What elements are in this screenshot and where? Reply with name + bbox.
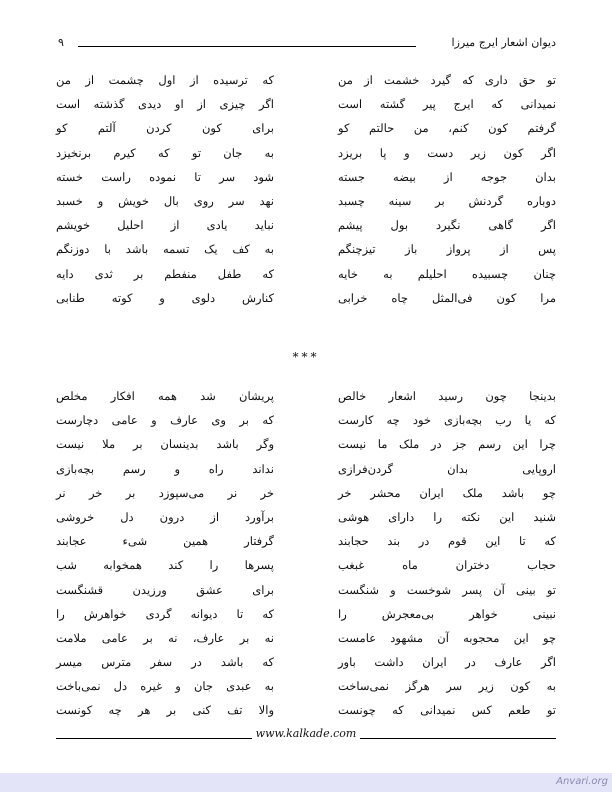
verse-hemistich-first: حجاب دختران ماه غبغب [338, 558, 556, 573]
verse-row [56, 118, 556, 142]
verse-hemistich-second: گرفتار همین شیء عجابند [56, 534, 274, 549]
verse-row [56, 652, 556, 676]
header-rule [78, 46, 416, 47]
verse-hemistich-second: برآورد از درون دل خروشی [56, 509, 274, 524]
verse-hemistich-second: نه بر عارف، نه بر عامی ملامت [56, 630, 274, 645]
verse-hemistich-first: نبینی خواهر بی‌معجرش را [338, 606, 556, 621]
verse-hemistich-second: به عبدی جان و غیره دل نمی‌باخت [56, 679, 274, 694]
verse-hemistich-second: پسرها را کند همخوابه شب [56, 558, 274, 573]
verse-hemistich-second: که بر وی عارف و عامی دچارست [56, 413, 274, 428]
verse-hemistich-first: تو طعم کس نمیدانی که چونست [338, 703, 556, 718]
verse-row [56, 215, 556, 239]
verse-row [56, 264, 556, 288]
poem-stanza-1 [56, 70, 556, 312]
verse-hemistich-first: تو حق داری که گیرد خشمت از من [338, 73, 556, 87]
verse-hemistich-second: برای کون کردن آلتم کو [56, 121, 274, 136]
footer-rule-right [360, 738, 556, 739]
verse-row [56, 507, 556, 531]
verse-hemistich-second: اگر چیزی از او دیدی گذشته است [56, 97, 274, 112]
verse-hemistich-second: نهد سر روی بال خویش و خسبد [56, 193, 274, 208]
verse-hemistich-first: پس از پرواز باز تیزچنگم [338, 242, 556, 257]
verse-row [56, 434, 556, 458]
verse-row [56, 628, 556, 652]
verse-row [56, 288, 556, 312]
poem-stanza-2 [56, 386, 556, 725]
verse-hemistich-second: پریشان شد همه افکار مخلص [56, 389, 274, 403]
website-credit: www.kalkade.com [255, 727, 357, 740]
verse-hemistich-second: که ترسیده از اول چشمت از من [56, 73, 274, 87]
verse-row [56, 94, 556, 118]
verse-row [56, 604, 556, 628]
verse-row [56, 386, 556, 410]
watermark-label: Anvari.org [556, 776, 608, 787]
verse-hemistich-second: برای عشق ورزیدن قشنگست [56, 582, 274, 597]
verse-hemistich-first: شنید این نکته را دارای هوشی [338, 509, 556, 524]
verse-hemistich-second: که طفل منفطم بر ثدی دایه [56, 266, 274, 281]
verse-hemistich-first: که تا این قوم در بند حجابند [338, 534, 556, 549]
verse-hemistich-first: که یا رب بچه‌بازی خود چه کارست [338, 413, 556, 428]
verse-hemistich-second: که تا دیوانه گردی خواهرش را [56, 606, 274, 621]
verse-hemistich-first: چنان چسبیده احلیلم به خایه [338, 266, 556, 281]
verse-row [56, 143, 556, 167]
verse-hemistich-first: چرا این رسم جز در ملک ما نیست [338, 437, 556, 452]
verse-hemistich-second: نباید یادی از احلیل خویشم [56, 218, 274, 233]
verse-hemistich-second: نداند راه و رسم بچه‌بازی [56, 461, 274, 476]
verse-row [56, 70, 556, 94]
verse-hemistich-first: تو بینی آن پسر شوخست و شنگست [338, 582, 556, 597]
page-number: ۹ [58, 36, 64, 49]
verse-hemistich-first: بدان جوجه از بیضه جسته [338, 169, 556, 184]
verse-row [56, 459, 556, 483]
verse-hemistich-first: اگر کون زیر دست و پا بریزد [338, 145, 556, 160]
verse-hemistich-first: چو این محجوبه آن مشهود عامست [338, 630, 556, 645]
verse-hemistich-first: مرا کون فی‌المثل چاه خرابی [338, 290, 556, 305]
verse-hemistich-first: دوباره گردنش بر سینه چسبد [338, 193, 556, 208]
verse-row [56, 676, 556, 700]
verse-hemistich-second: وگر باشد بدینسان بر ملا نیست [56, 437, 274, 452]
verse-row [56, 555, 556, 579]
verse-hemistich-first: اگر گاهی نگیرد بول پیشم [338, 218, 556, 233]
verse-hemistich-first: گرفتم کون کنم، من حالتم کو [338, 121, 556, 136]
verse-hemistich-second: خر نر می‌سپوزد بر خر نر [56, 485, 274, 500]
section-separator: *** [292, 350, 320, 364]
book-title: دیوان اشعار ایرج میرزا [451, 36, 556, 49]
verse-hemistich-first: اروپایی بدان گردن‌فرازی [338, 461, 556, 476]
verse-row [56, 700, 556, 724]
verse-row [56, 580, 556, 604]
verse-row [56, 531, 556, 555]
watermark-strip [0, 773, 612, 792]
verse-hemistich-first: به کون زیر سر هرگز نمی‌ساخت [338, 679, 556, 694]
verse-hemistich-first: اگر عارف در ایران داشت باور [338, 655, 556, 670]
verse-hemistich-second: که باشد در سفر مترس میسر [56, 655, 274, 670]
page-header [56, 34, 556, 52]
verse-row [56, 483, 556, 507]
verse-row [56, 410, 556, 434]
page-footer [56, 727, 556, 741]
verse-hemistich-second: شود سر تا نموده راست خسته [56, 169, 274, 184]
verse-row [56, 239, 556, 263]
verse-row [56, 191, 556, 215]
verse-hemistich-second: به کف یک تسمه باشد با دوزنگم [56, 242, 274, 257]
verse-hemistich-second: به جان تو که کیرم برنخیزد [56, 145, 274, 160]
verse-hemistich-second: کنارش دلوی و کوته طنابی [56, 290, 274, 305]
verse-row [56, 167, 556, 191]
verse-hemistich-first: بدینجا چون رسید اشعار خالص [338, 389, 556, 403]
verse-hemistich-first: نمیدانی که ایرج پیر گشته است [338, 97, 556, 112]
verse-hemistich-first: چو باشد ملک ایران محشر خر [338, 485, 556, 500]
verse-hemistich-second: والا تف کنی بر هر چه کونست [56, 703, 274, 718]
